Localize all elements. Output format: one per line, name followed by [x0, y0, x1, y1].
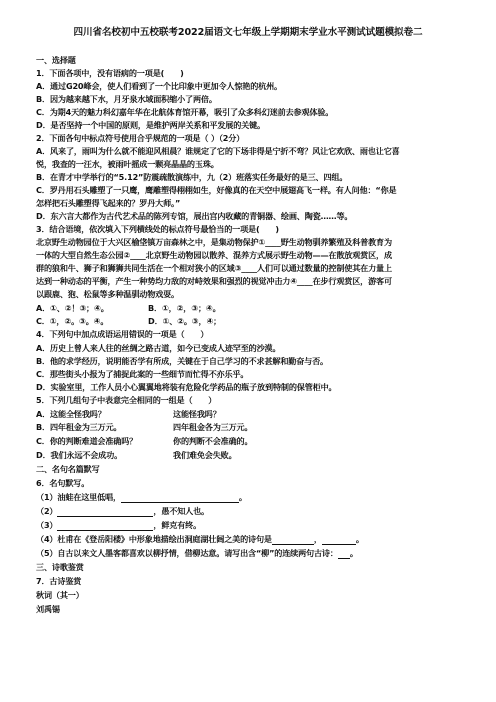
option-text: D．我们永远不会成功。 [36, 450, 123, 460]
option-text: B．他的求学经历，说明能否学有所成，关键在于自己学习的不求甚解和勤奋与否。 [36, 356, 328, 366]
question-stem: 3．结合语境，依次填入下列横线处的标点符号最恰当的一项是( ) [36, 224, 279, 234]
option-text: C．为期4天的魅力科幻嘉年华在北航体育馆开幕，吸引了众多科幻迷前去参观体验。 [36, 107, 334, 117]
option-text: D．实验室里，工作人员小心翼翼地将装有危险化学药品的瓶子放到特制的保管柜中。 [36, 382, 337, 392]
option-text: C．你的判断难道会准确吗？ [36, 436, 138, 446]
passage-text: 一体的大型自然生态公园②____北京野生动物园以散养、混养方式展示野生动物——在散放观赏区，成 [36, 250, 392, 260]
option-text: 四年租金各为三万元。 [173, 422, 253, 432]
option-text: A．这能全怪我吗？ [36, 409, 106, 419]
option-text: 我们难免会失败。 [173, 450, 237, 460]
section-heading: 三、诗歌鉴赏 [36, 562, 84, 572]
fill-line: （2） ，愚不知人也。 [36, 506, 209, 516]
answer-blank[interactable] [338, 549, 350, 559]
fill-line: （4）杜甫在《登岳阳楼》中形象地描绘出洞庭湖壮阔之美的诗句是 ， 。 [36, 534, 364, 544]
option-text: A．历史上曾人来人往的丝绸之路古道，如今已变成人迹罕至的沙漠。 [36, 343, 281, 353]
answer-blank[interactable] [57, 521, 153, 531]
option-text: A．风来了，雨叫为什么就不能迎风相晨？谁规定了它的下场非得是宁折不弯？风让它欢欣、雨也让它喜 [36, 146, 400, 156]
fill-line: （5）自古以来文人墨客都喜欢以柳抒情，借柳达意。请写出含“柳”的连续两句古诗： 。 [36, 548, 358, 558]
option-text: B．四年租金为三万元。 [36, 422, 122, 432]
answer-blank[interactable] [121, 493, 239, 503]
answer-blank[interactable] [322, 535, 356, 545]
question-stem: 4．下列句中加点成语运用错误的一项是（ ） [36, 329, 209, 339]
section-heading: 一、选择题 [36, 55, 76, 65]
option-text: B．因为越来越下水，月牙泉水域面积缩小了两倍。 [36, 94, 217, 104]
poem-author: 刘禹锡 [36, 604, 60, 614]
poem-title: 秋词（其一） [36, 590, 84, 600]
option-text: D．①、②。③，④； [148, 316, 222, 326]
answer-blank[interactable] [272, 535, 314, 545]
question-stem: 7．古诗鉴赏 [36, 576, 82, 586]
option-text: 你的判断不会准确的。 [173, 436, 253, 446]
option-text: C．那些街头小报为了捕捉此案的一些细节而忙得不亦乐乎。 [36, 369, 249, 379]
option-text: D．是否坚持一个中国的原则，是维护两岸关系和平发展的关键。 [36, 120, 265, 130]
option-text: B．①，②，③；④。 [148, 303, 221, 313]
option-text: A．通过G20峰会，使人们看到了一个比印象中更加令人惊艳的杭州。 [36, 81, 282, 91]
fill-line: （1）油蛙在这里低唱， 。 [36, 492, 247, 502]
question-stem: 6．名句默写。 [36, 478, 90, 488]
passage-text: 群的狼和牛、狮子和狮狮共同生活在一个相对狭小的区域③____人们可以通过数量的控制使其在力量上 [36, 263, 392, 273]
option-text: A．①、②！③；④。 [36, 303, 109, 313]
passage-text: 北京野生动物园位于大兴区榆垡镇万亩森林之中，是集动物保护①____野生动物驯养繁殖及科普教育为 [36, 237, 392, 247]
passage-text: 以跟鹿、狍、松鼠等多种温驯动物戏耍。 [36, 289, 179, 299]
fill-line: （3） ，鲜克有终。 [36, 520, 202, 530]
option-text: D．东六言大都作为古代艺术品的陈列专馆，展出宫内收藏的青铜器、绘画、陶瓷……等。 [36, 211, 353, 221]
question-stem: 2．下面各句中标点符号使用合乎规范的一项是（ ）（2分） [36, 133, 245, 143]
option-text: 怎样把石头雕塑得飞起来的？罗丹大师。” [36, 198, 181, 208]
option-text: C．罗丹用石头雕塑了一只鹰，鹰雕塑得栩栩如生，好像真的在天空中展翅高飞一样。有人问他：“你是 [36, 185, 397, 195]
question-stem: 5．下列几组句子中表意完全相同的一组是（ ） [36, 395, 217, 405]
option-text: B．在青才中学举行的“5.12”防震疏散演练中，九（2）班落实任务最好的是三、四组。 [36, 172, 348, 182]
option-text: C．①，②。③。④。 [36, 316, 109, 326]
section-heading: 二、名句名篇默写 [36, 464, 100, 474]
answer-blank[interactable] [57, 507, 153, 517]
question-stem: 1．下面各项中，没有语病的一项是( ) [36, 68, 184, 78]
page-title: 四川省名校初中五校联考2022届语文七年级上学期期末学业水平测试试题模拟卷二 [73, 27, 423, 38]
passage-text: 达到一种动态的平衡，产生一种势均力敌的对峙效果和强烈的视觉冲击力④____在步行观赏区，游客可 [36, 276, 392, 286]
option-text: 这能怪我吗？ [173, 409, 221, 419]
option-text: 悦，我查的一汪水，被雨叶摇成一颗亮晶晶的玉珠。 [36, 159, 219, 169]
